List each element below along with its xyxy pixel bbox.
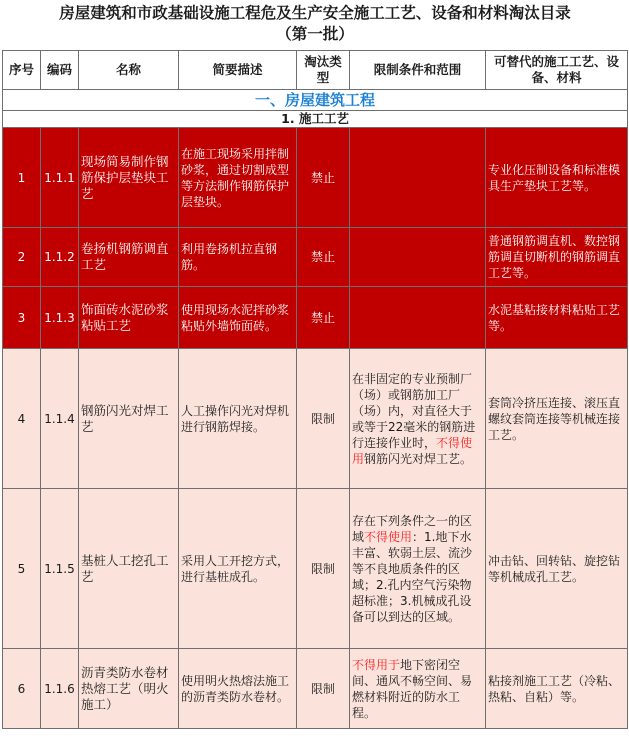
row-scope <box>350 128 486 228</box>
table-row <box>3 128 628 228</box>
row-name: 钢筋闪光对焊工艺 <box>79 349 179 489</box>
row-no: 2 <box>3 228 41 287</box>
document-title <box>3 0 628 51</box>
header-scope: 限制条件和范围 <box>350 51 486 90</box>
row-desc: 使用明火热熔法施工的沥青类防水卷材。 <box>179 649 297 729</box>
row-no: 4 <box>3 349 41 489</box>
row-scope <box>350 228 486 287</box>
header-alt: 可替代的施工工艺、设备、材料 <box>486 51 628 90</box>
header-no: 序号 <box>3 51 41 90</box>
row-scope <box>350 287 486 349</box>
row-alt: 冲击钻、回转钻、旋挖钻等机械成孔工艺。 <box>486 489 628 649</box>
table-row <box>3 287 628 349</box>
title-line-2: （第一批） <box>276 25 354 43</box>
row-name: 现场简易制作钢筋保护层垫块工艺 <box>79 128 179 228</box>
row-no: 1 <box>3 128 41 228</box>
row-type: 限制 <box>297 349 350 489</box>
table-row <box>3 489 628 649</box>
row-code: 1.1.4 <box>41 349 79 489</box>
table-row <box>3 349 628 489</box>
row-name: 沥青类防水卷材热熔工艺（明火施工） <box>79 649 179 729</box>
row-name: 饰面砖水泥砂浆粘贴工艺 <box>79 287 179 349</box>
row-code: 1.1.3 <box>41 287 79 349</box>
row-code: 1.1.5 <box>41 489 79 649</box>
row-name: 基桩人工挖孔工艺 <box>79 489 179 649</box>
header-type: 淘汰类型 <box>297 51 350 90</box>
row-desc: 使用现场水泥拌砂浆粘贴外墙饰面砖。 <box>179 287 297 349</box>
row-alt: 普通钢筋调直机、数控钢筋调直切断机的钢筋调直工艺等。 <box>486 228 628 287</box>
header-desc: 简要描述 <box>179 51 297 90</box>
row-code: 1.1.6 <box>41 649 79 729</box>
row-type: 限制 <box>297 649 350 729</box>
row-no: 3 <box>3 287 41 349</box>
scope-highlight: 不得使用 <box>352 435 473 466</box>
row-scope: 存在下列条件之一的区域不得使用：1.地下水丰富、软弱土层、流沙等不良地质条件的区域；2.孔内空气污染物超标准；3.机械成孔设备可以到达的区域。 <box>350 489 486 649</box>
row-scope: 在非固定的专业预制厂（场）或钢筋加工厂（场）内，对直径大于或等于22毫米的钢筋进行连接作业时，不得使用钢筋闪光对焊工艺。 <box>350 349 486 489</box>
row-desc: 人工操作闪光对焊机进行钢筋焊接。 <box>179 349 297 489</box>
header-row <box>3 51 628 90</box>
row-alt: 粘接剂施工工艺（冷粘、热粘、自粘）等。 <box>486 649 628 729</box>
row-scope: 不得用于地下密闭空间、通风不畅空间、易燃材料附近的防水工程。 <box>350 649 486 729</box>
row-desc: 在施工现场采用拌制砂浆，通过切割成型等方法制作钢筋保护层垫块。 <box>179 128 297 228</box>
table-row <box>3 649 628 729</box>
header-name: 名称 <box>79 51 179 90</box>
row-type: 限制 <box>297 489 350 649</box>
row-type: 禁止 <box>297 287 350 349</box>
scope-highlight: 不得使用 <box>364 529 413 544</box>
header-code: 编码 <box>41 51 79 90</box>
row-code: 1.1.1 <box>41 128 79 228</box>
row-alt: 水泥基粘接材料粘贴工艺等。 <box>486 287 628 349</box>
row-no: 5 <box>3 489 41 649</box>
row-alt: 专业化压制设备和标准模具生产垫块工艺等。 <box>486 128 628 228</box>
row-desc: 采用人工开挖方式，进行基桩成孔。 <box>179 489 297 649</box>
row-type: 禁止 <box>297 228 350 287</box>
row-name: 卷扬机钢筋调直工艺 <box>79 228 179 287</box>
scope-highlight: 不得用于 <box>352 657 401 672</box>
row-alt: 套筒冷挤压连接、滚压直螺纹套筒连接等机械连接工艺。 <box>486 349 628 489</box>
row-code: 1.1.2 <box>41 228 79 287</box>
row-desc: 利用卷扬机拉直钢筋。 <box>179 228 297 287</box>
elimination-table <box>2 0 628 729</box>
section-heading: 一、房屋建筑工程 <box>3 90 628 111</box>
table-row <box>3 228 628 287</box>
row-type: 禁止 <box>297 128 350 228</box>
title-line-1: 房屋建筑和市政基础设施工程危及生产安全施工工艺、设备和材料淘汰目录 <box>59 4 571 22</box>
subsection-heading: 1. 施工工艺 <box>3 111 628 128</box>
row-no: 6 <box>3 649 41 729</box>
